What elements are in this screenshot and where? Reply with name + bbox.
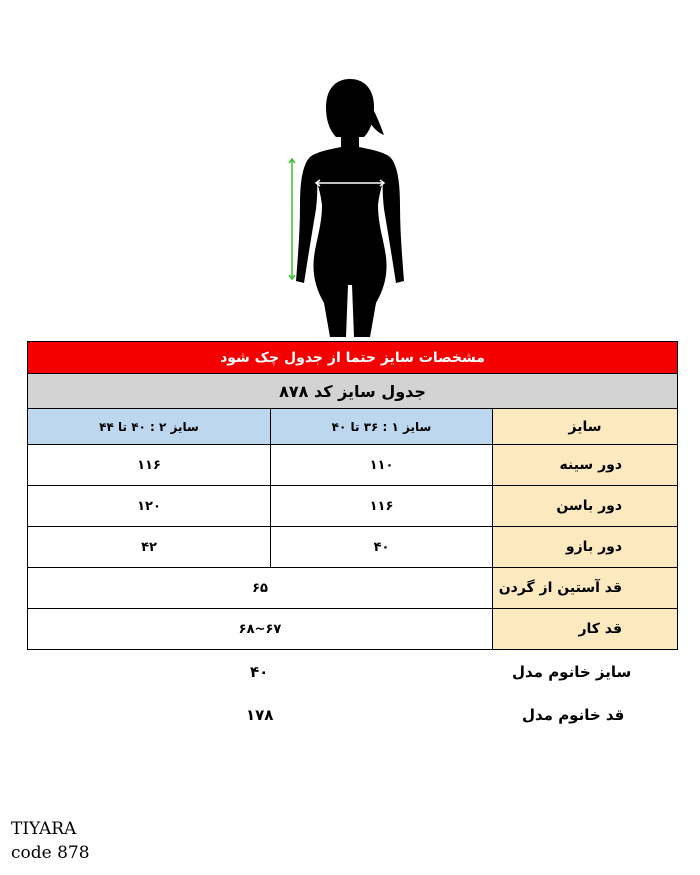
model-height-value: ۱۷۸ [246, 706, 274, 724]
row-label: دور باسن [493, 486, 678, 527]
table-header-row [28, 409, 678, 445]
model-size-label: سایز خانوم مدل [512, 663, 632, 681]
table-row-arm [28, 527, 678, 568]
cell-size-1: ۱۱۶ [271, 486, 493, 527]
table-title: مشخصات سایز حتما از جدول چک شود [28, 342, 678, 374]
row-label: قد کار [493, 609, 678, 650]
cell-sleeve-value: ۶۵ [28, 568, 493, 609]
cell-length-value: ۶۷~۶۸ [28, 609, 493, 650]
header-label: سایز [493, 409, 678, 445]
table-subtitle: جدول سایز کد ۸۷۸ [28, 374, 678, 409]
cell-size-1: ۱۱۰ [271, 445, 493, 486]
table-subtitle-row [28, 374, 678, 409]
size-table [27, 341, 678, 650]
header-size-2: سایز ۲ : ۴۰ تا ۴۴ [28, 409, 271, 445]
brand-name: TIYARA [11, 819, 77, 839]
row-label: دور بازو [493, 527, 678, 568]
table-row-length [28, 609, 678, 650]
table-title-row [28, 342, 678, 374]
row-label: دور سینه [493, 445, 678, 486]
model-height-label: قد خانوم مدل [522, 706, 625, 724]
table-row-chest [28, 445, 678, 486]
table-row-sleeve [28, 568, 678, 609]
cell-size-2: ۱۱۶ [28, 445, 271, 486]
model-size-value: ۴۰ [250, 663, 269, 681]
product-code: code 878 [11, 843, 90, 863]
header-size-1: سایز ۱ : ۳۶ تا ۴۰ [271, 409, 493, 445]
table-row-hip [28, 486, 678, 527]
cell-size-2: ۱۲۰ [28, 486, 271, 527]
cell-size-1: ۴۰ [271, 527, 493, 568]
cell-size-2: ۴۲ [28, 527, 271, 568]
silhouette-figure [270, 75, 430, 337]
row-label: قد آستین از گردن [493, 568, 678, 609]
